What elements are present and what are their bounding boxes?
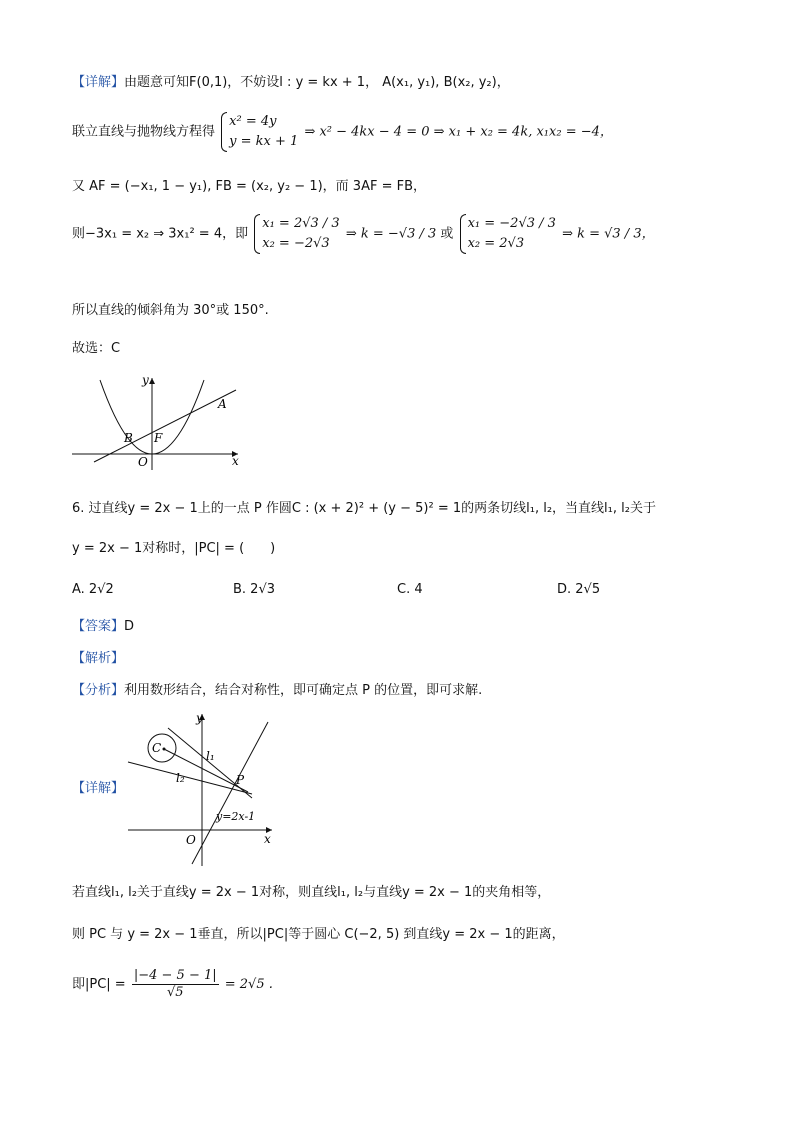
option-c: C. 4 [397,582,423,597]
analysis-head-line [72,682,482,700]
graph1-label-F: F [154,431,163,445]
detail-tag: 【详解】 [72,75,125,90]
solution-line-3 [72,968,273,1001]
fraction-numerator: |−4 − 5 − 1| [133,968,217,983]
graph2-label-C: C [152,741,162,755]
tangent-graph [126,708,286,868]
conclusion-line: 所以直线的倾斜角为 30°或 150°. [72,303,269,318]
sys3-row-2: x₂ = 2√3 [467,236,525,251]
graph2-label-O: O [186,833,196,847]
q6-line-1 [72,500,656,518]
line4-or: 或 [440,226,454,242]
analysis-text: 利用数形结合，结合对称性，即可确定点 P 的位置，即可求解. [124,683,483,698]
sys1-row-1: x² = 4y [229,114,277,129]
line2-prefix: 联立直线与抛物线方程得 [72,124,216,140]
graph2-label-line: y=2x-1 [216,810,256,823]
line2-suffix: ⇒ x² − 4kx − 4 = 0 ⇒ x₁ + x₂ = 4k, x₁x₂ = −4， [304,124,613,140]
graph2-label-y: y [196,711,203,725]
vector-line: 又 AF = (−x₁, 1 − y₁), FB = (x₂, y₂ − 1)，而 3AF = FB， [72,179,426,194]
sys1-row-2: y = kx + 1 [229,134,299,149]
solution-text-2: 则 PC 与 y = 2x − 1垂直，所以|PC|等于圆心 C(−2, 5) 到直线y = 2x − 1的距离， [72,927,565,942]
equation-system-2 [254,214,339,254]
graph1-label-A: A [218,397,227,411]
graph1-line [94,390,236,462]
detail-line-2 [72,112,613,152]
graph1-label-O: O [138,455,148,469]
equation-system-1 [221,112,298,152]
sys2-row-2: x₂ = −2√3 [262,236,330,251]
line4-mid-2: ⇒ k = √3 / 3， [562,226,655,242]
graph2-label-x: x [264,832,271,846]
answer-prev: 故选：C [72,341,121,356]
detail-tag-2: 【详解】 [72,781,125,796]
detail-text-1: 由题意可知F(0,1)，不妨设l : y = kx + 1， A(x₁, y₁), B(x₂, y₂)， [124,75,510,90]
answer-tag: 【答案】 [72,619,125,634]
option-d: D. 2√5 [557,582,601,597]
solution-text-1: 若直线l₁, l₂关于直线y = 2x − 1对称，则直线l₁, l₂与直线y = 2x − 1的夹角相等， [72,885,551,900]
analysis-head-tag: 【分析】 [72,683,125,698]
graph2-label-P: P [236,773,245,787]
detail-line-4 [72,214,655,254]
parabola-graph [70,372,250,472]
solution-line-2 [72,926,565,944]
line-y-2x-1 [192,722,268,864]
line4-mid-1: ⇒ k = −√3 / 3 [345,226,437,242]
analysis-tag: 【解析】 [72,651,125,666]
graph1-label-B: B [124,431,133,445]
line4-prefix: 则−3x₁ = x₂ ⇒ 3x₁² = 4，即 [72,226,249,242]
distance-fraction [132,968,219,1001]
sys3-row-1: x₁ = −2√3 / 3 [467,216,556,231]
q6-line-2 [72,540,275,558]
graph1-label-x: x [232,454,239,468]
answer-value: D [124,619,135,634]
solution-result: = 2√5 . [224,977,273,992]
q6-text-1: 6. 过直线y = 2x − 1上的一点 P 作圆C : (x + 2)² + (y − 5)² = 1的两条切线l₁, l₂，当直线l₁, l₂关于 [72,501,656,516]
option-a: A. 2√2 [72,582,114,597]
fraction-denominator: √5 [166,985,184,1000]
graph2-label-l1: l₁ [206,749,215,763]
detail-line-3 [72,178,426,196]
detail-line-q6 [72,780,124,798]
equation-system-3 [460,214,556,254]
tangent-l2 [128,762,252,794]
option-b: B. 2√3 [233,582,276,597]
tangent-l1 [168,728,252,798]
solution-line-1 [72,884,550,902]
detail-line-1 [72,74,510,92]
q6-text-2: y = 2x − 1对称时，|PC| = ( ) [72,541,276,556]
graph1-label-y: y [142,373,149,387]
graph2-label-l2: l₂ [176,771,185,785]
analysis-line [72,650,124,668]
graph1-y-arrow [149,378,155,384]
sys2-row-1: x₁ = 2√3 / 3 [262,216,340,231]
answer-line [72,618,134,636]
solution-prefix: 即|PC| = [72,977,126,992]
